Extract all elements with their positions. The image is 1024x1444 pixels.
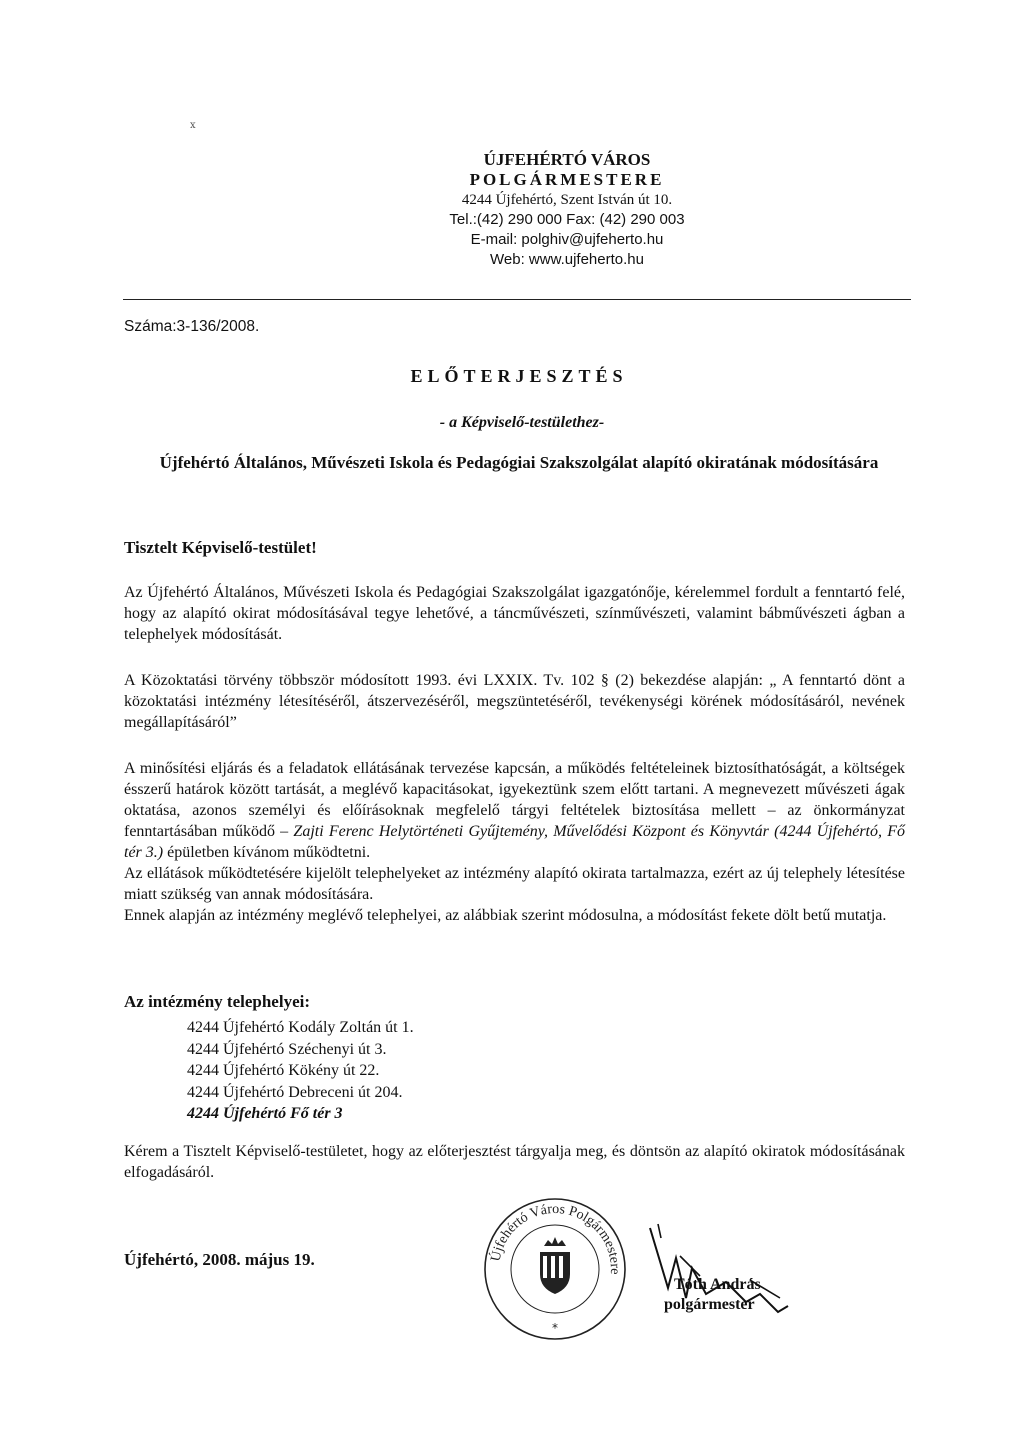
letterhead-city: ÚJFEHÉRTÓ VÁROS <box>483 150 651 169</box>
site-item: 4244 Újfehértó Széchenyi út 3. <box>187 1040 387 1058</box>
signer-name: Tóth András <box>674 1276 761 1293</box>
letterhead-address: 4244 Újfehértó, Szent István út 10. <box>461 192 673 208</box>
paragraph-text: Ennek alapján az intézmény meglévő telephelyei, az alábbiak szerint módosulna, a módosítást fekete dölt betű mutatja. <box>124 907 887 924</box>
letterhead <box>0 150 1024 270</box>
justification-location: Zajti Ferenc Helytörténeti Gyűjtemény, Művelődési Központ és Könyvtár (4244 Újfehértó, Fő tér 3.) <box>124 823 905 861</box>
document-subject: Újfehértó Általános, Művészeti Iskola és Pedagógiai Szakszolgálat alapító okiratának módosítására <box>159 453 879 472</box>
document-subtitle: - a Képviselő-testülethez- <box>439 414 605 431</box>
letterhead-office: POLGÁRMESTERE <box>469 170 665 189</box>
signer-role: polgármester <box>664 1296 755 1313</box>
letterhead-divider <box>123 299 911 300</box>
paragraph-text: Kérem a Tisztelt Képviselő-testületet, hogy az előterjesztést tárgyalja meg, és döntsön az alapító okiratok módosításának elfogadásáról. <box>124 1143 905 1181</box>
svg-text:*: * <box>552 1321 558 1335</box>
svg-text:Újfehértó Város Polgármestere: Újfehértó Város Polgármestere <box>488 1201 623 1275</box>
salutation: Tisztelt Képviselő-testület! <box>124 538 317 557</box>
paragraph-law <box>124 670 905 733</box>
justification-text-end: épületben kívánom működtetni. <box>167 844 371 861</box>
document-title: ELŐTERJESZTÉS <box>410 366 628 386</box>
scan-speck: ⅹ <box>190 120 196 131</box>
signer-block <box>664 1275 761 1315</box>
site-item-new: 4244 Újfehértó Fő tér 3 <box>187 1105 343 1122</box>
letterhead-email: E-mail: polghiv@ujfeherto.hu <box>470 231 664 248</box>
site-item: 4244 Újfehértó Kodály Zoltán út 1. <box>187 1019 414 1036</box>
justification-text: A minősítési eljárás és a feladatok ellátásának tervezése kapcsán, a működés feltételeinek biztosíthatóságát, a költségek ésszerű határok között tartását, a meglévő kapacitásokat, igyekeztünk szem előtt tartani. A megnevezett művészeti ágak oktatása, azonos személyi és előírásoknak megfelelő tárgyi feltételek biztosítása mellett – az önkormányzat fenntartásában működő – <box>124 760 905 840</box>
paragraph-justification <box>124 758 905 926</box>
official-seal-stamp <box>480 1194 630 1344</box>
letterhead-phone-fax: Tel.:(42) 290 000 Fax: (42) 290 003 <box>449 211 685 228</box>
site-item: 4244 Újfehértó Kökény út 22. <box>187 1062 380 1079</box>
sites-heading: Az intézmény telephelyei: <box>124 992 310 1011</box>
paragraph-request-decision <box>124 1141 905 1183</box>
paragraph-text: A Közoktatási törvény többször módosított 1993. évi LXXIX. Tv. 102 § (2) bekezdése alapján: „ A fenntartó dönt a közoktatási intézmény létesítéséről, átszervezéséről, megszüntetéséről, tevékenységi körének módosításáról, nevének megállapításáról” <box>124 672 905 731</box>
letterhead-web: Web: www.ujfeherto.hu <box>490 251 644 268</box>
paragraph-text: Az Újfehértó Általános, Művészeti Iskola és Pedagógiai Szakszolgálat igazgatónője, kérelemmel fordult a fenntartó felé, hogy az alapító okirat módosításával tegye lehetővé, a táncművészeti, színművészeti, valamint bábművészeti ágban a telephelyek módosítását. <box>124 584 905 643</box>
place-date: Újfehértó, 2008. május 19. <box>124 1250 315 1269</box>
reference-number: Száma:3-136/2008. <box>124 318 260 335</box>
site-item: 4244 Újfehértó Debreceni út 204. <box>187 1083 403 1101</box>
paragraph-text: Az ellátások működtetésére kijelölt telephelyeket az intézmény alapító okirata tartalmazza, ezért az új telephely létesítése miatt szükség van annak módosítására. <box>124 865 905 903</box>
paragraph-text <box>124 758 905 863</box>
sites-list <box>187 1017 414 1125</box>
coat-of-arms-icon <box>540 1237 570 1294</box>
paragraph-request <box>124 582 905 645</box>
